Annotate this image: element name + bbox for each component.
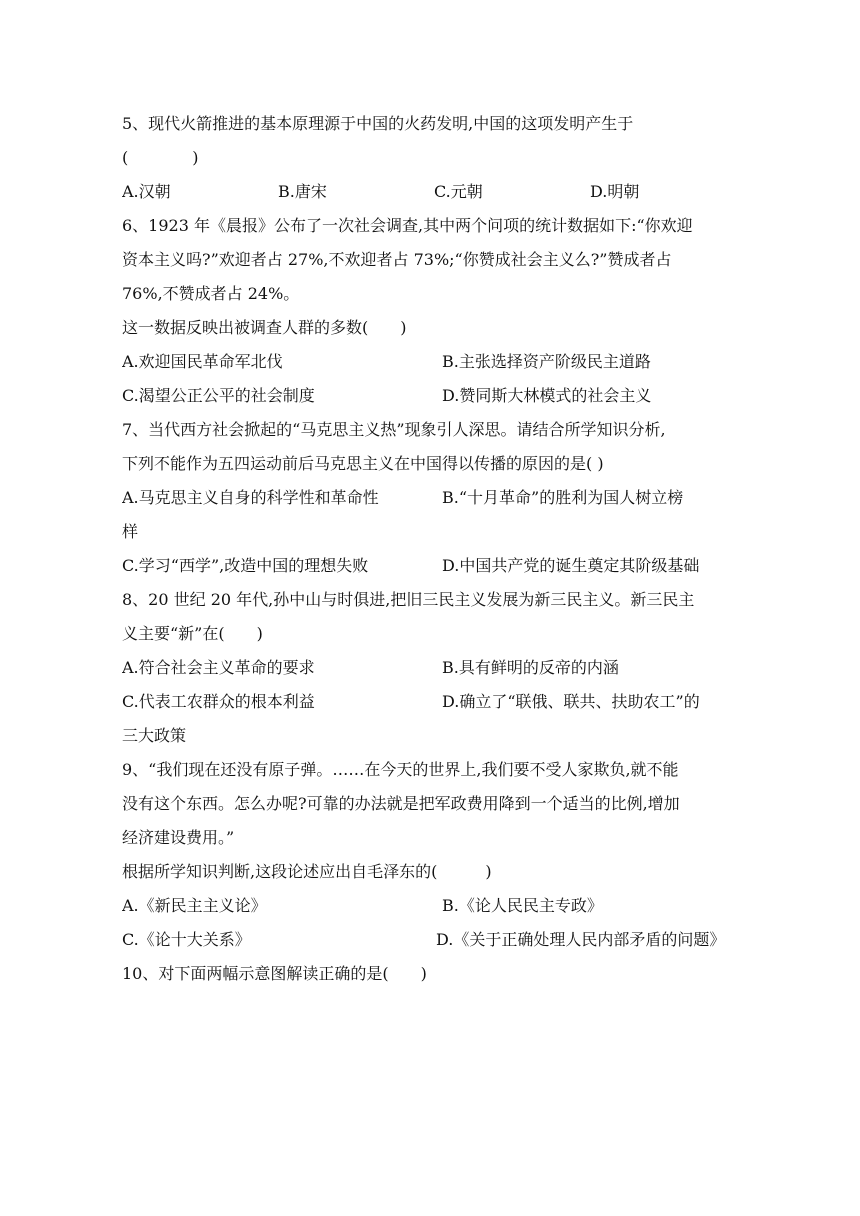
question-stem: 义主要“新”在( ): [122, 624, 263, 643]
option-c: C.《论十大关系》: [122, 930, 251, 949]
options-row: [122, 685, 740, 719]
option-d: D.确立了“联俄、联共、扶助农工”的: [442, 692, 700, 711]
option-b: B.主张选择资产阶级民主道路: [442, 352, 651, 371]
question-stem: 7、当代西方社会掀起的“马克思主义热”现象引人深思。请结合所学知识分析,: [122, 420, 666, 439]
question-stem: 这一数据反映出被调查人群的多数( ): [122, 318, 407, 337]
options-row: [122, 481, 740, 515]
options-row: [122, 651, 740, 685]
question-stem: 9、“我们现在还没有原子弹。……在今天的世界上,我们要不受人家欺负,就不能: [122, 760, 679, 779]
option-c: C.学习“西学”,改造中国的理想失败: [122, 556, 369, 575]
question-stem: 5、现代火箭推进的基本原理源于中国的火药发明,中国的这项发明产生于: [122, 114, 634, 133]
option-d: D.明朝: [590, 182, 640, 201]
question-7: [122, 413, 740, 583]
question-stem: 6、1923 年《晨报》公布了一次社会调查,其中两个问项的统计数据如下:“你欢迎: [122, 216, 693, 235]
question-stem: 10、对下面两幅示意图解读正确的是( ): [122, 964, 427, 983]
question-stem: ( ): [122, 148, 199, 167]
option-a: A.汉朝: [122, 182, 171, 201]
option-a: A.欢迎国民革命军北伐: [122, 352, 283, 371]
question-6: [122, 209, 740, 413]
option-b-continued: 样: [122, 522, 139, 541]
option-a: A.马克思主义自身的科学性和革命性: [122, 488, 379, 507]
option-b: B.《论人民民主专政》: [442, 896, 603, 915]
question-10: [122, 957, 740, 991]
options-row: [122, 379, 740, 413]
question-9: [122, 753, 740, 957]
option-d: D.中国共产党的诞生奠定其阶级基础: [442, 556, 700, 575]
option-d: D.赞同斯大林模式的社会主义: [442, 386, 652, 405]
option-b: B.唐宋: [278, 182, 327, 201]
option-c: C.代表工农群众的根本利益: [122, 692, 315, 711]
option-b: B.“十月革命”的胜利为国人树立榜: [442, 488, 684, 507]
options-row: [122, 889, 740, 923]
option-a: A.符合社会主义革命的要求: [122, 658, 315, 677]
options-row: [122, 923, 740, 957]
question-8: [122, 583, 740, 753]
options-row: [122, 345, 740, 379]
options-row: [122, 175, 740, 209]
question-stem: 下列不能作为五四运动前后马克思主义在中国得以传播的原因的是( ): [122, 454, 604, 473]
question-stem: 经济建设费用。”: [122, 828, 235, 847]
question-stem: 76%,不赞成者占 24%。: [122, 284, 300, 303]
option-c: C.渴望公正公平的社会制度: [122, 386, 315, 405]
options-row: [122, 549, 740, 583]
option-d-continued: 三大政策: [122, 726, 187, 745]
option-d: D.《关于正确处理人民内部矛盾的问题》: [436, 930, 726, 949]
question-stem: 资本主义吗?”欢迎者占 27%,不欢迎者占 73%;“你赞成社会主义么?”赞成者占: [122, 250, 672, 269]
option-c: C.元朝: [434, 182, 483, 201]
question-5: [122, 107, 740, 209]
option-a: A.《新民主主义论》: [122, 896, 267, 915]
question-stem: 8、20 世纪 20 年代,孙中山与时俱进,把旧三民主义发展为新三民主义。新三民主: [122, 590, 695, 609]
option-b: B.具有鲜明的反帝的内涵: [442, 658, 619, 677]
question-stem: 没有这个东西。怎么办呢?可靠的办法就是把军政费用降到一个适当的比例,增加: [122, 794, 680, 813]
question-stem: 根据所学知识判断,这段论述应出自毛泽东的( ): [122, 862, 492, 881]
